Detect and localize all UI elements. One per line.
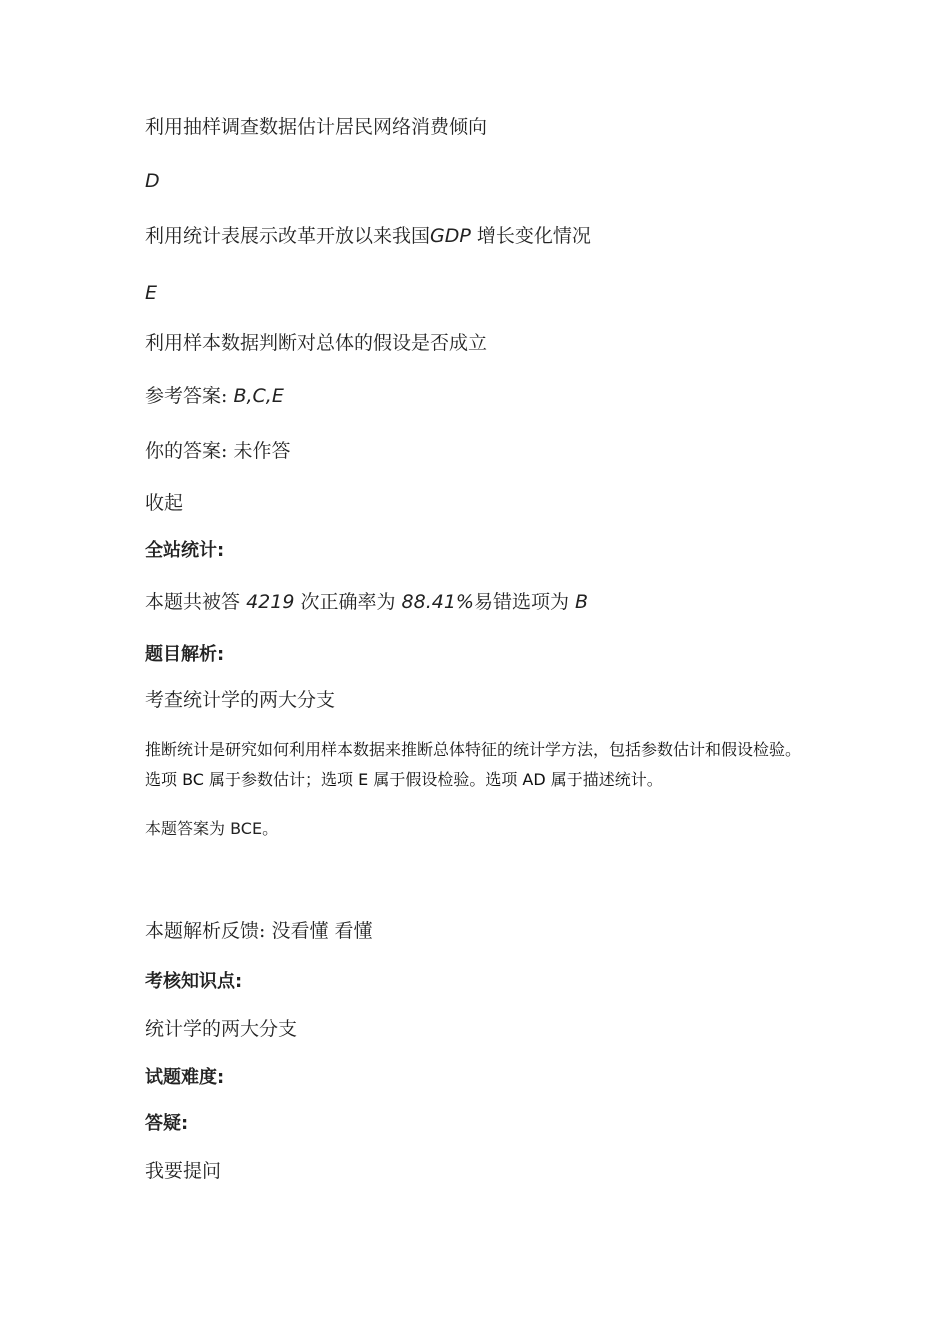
reference-answer-value: B,C,E <box>233 385 284 407</box>
option-d-text-after: 增长变化情况 <box>476 225 591 247</box>
knowledge-point-value: 统计学的两大分支 <box>145 1018 298 1040</box>
option-d-text-latin: GDP <box>430 225 471 247</box>
collapse-link[interactable]: 收起 <box>145 492 184 514</box>
qa-heading: 答疑: <box>145 1113 189 1134</box>
site-stats-rate: 88.41% <box>401 591 474 613</box>
site-stats-heading: 全站统计: <box>145 540 225 561</box>
feedback-row <box>145 918 373 944</box>
analysis-conclusion: 本题答案为 BCE。 <box>145 819 279 838</box>
your-answer-label: 你的答案: <box>145 440 228 462</box>
analysis-paragraph: 推断统计是研究如何利用样本数据来推断总体特征的统计学方法，包括参数估计和假设检验。选项 BC 属于参数估计；选项 E 属于假设检验。选项 AD 属于描述统计。 <box>145 740 802 789</box>
difficulty-heading: 试题难度: <box>145 1067 225 1088</box>
site-stats-wrong-option: B <box>575 591 589 613</box>
feedback-label: 本题解析反馈: <box>145 920 266 942</box>
feedback-understood-button[interactable]: 看懂 <box>334 920 373 942</box>
site-stats-suffix: 易错选项为 <box>473 591 569 613</box>
site-stats-text <box>145 589 588 615</box>
ask-question-link[interactable]: 我要提问 <box>145 1160 222 1182</box>
option-c-text: 利用抽样调查数据估计居民网络消费倾向 <box>145 116 488 138</box>
your-answer <box>145 438 290 464</box>
site-stats-count: 4219 <box>246 591 295 613</box>
option-e-text: 利用样本数据判断对总体的假设是否成立 <box>145 332 488 354</box>
feedback-not-understood-button[interactable]: 没看懂 <box>271 920 329 942</box>
reference-answer-label: 参考答案: <box>145 385 228 407</box>
your-answer-value: 未作答 <box>233 440 291 462</box>
reference-answer <box>145 383 284 409</box>
knowledge-point-heading: 考核知识点: <box>145 971 243 992</box>
option-d-letter: D <box>145 170 160 192</box>
option-e-letter: E <box>145 282 158 304</box>
option-d-text <box>145 223 591 249</box>
site-stats-prefix: 本题共被答 <box>145 591 241 613</box>
analysis-heading: 题目解析: <box>145 644 225 665</box>
analysis-topic: 考查统计学的两大分支 <box>145 689 336 711</box>
option-d-text-before: 利用统计表展示改革开放以来我国 <box>145 225 431 247</box>
site-stats-middle: 次正确率为 <box>300 591 396 613</box>
